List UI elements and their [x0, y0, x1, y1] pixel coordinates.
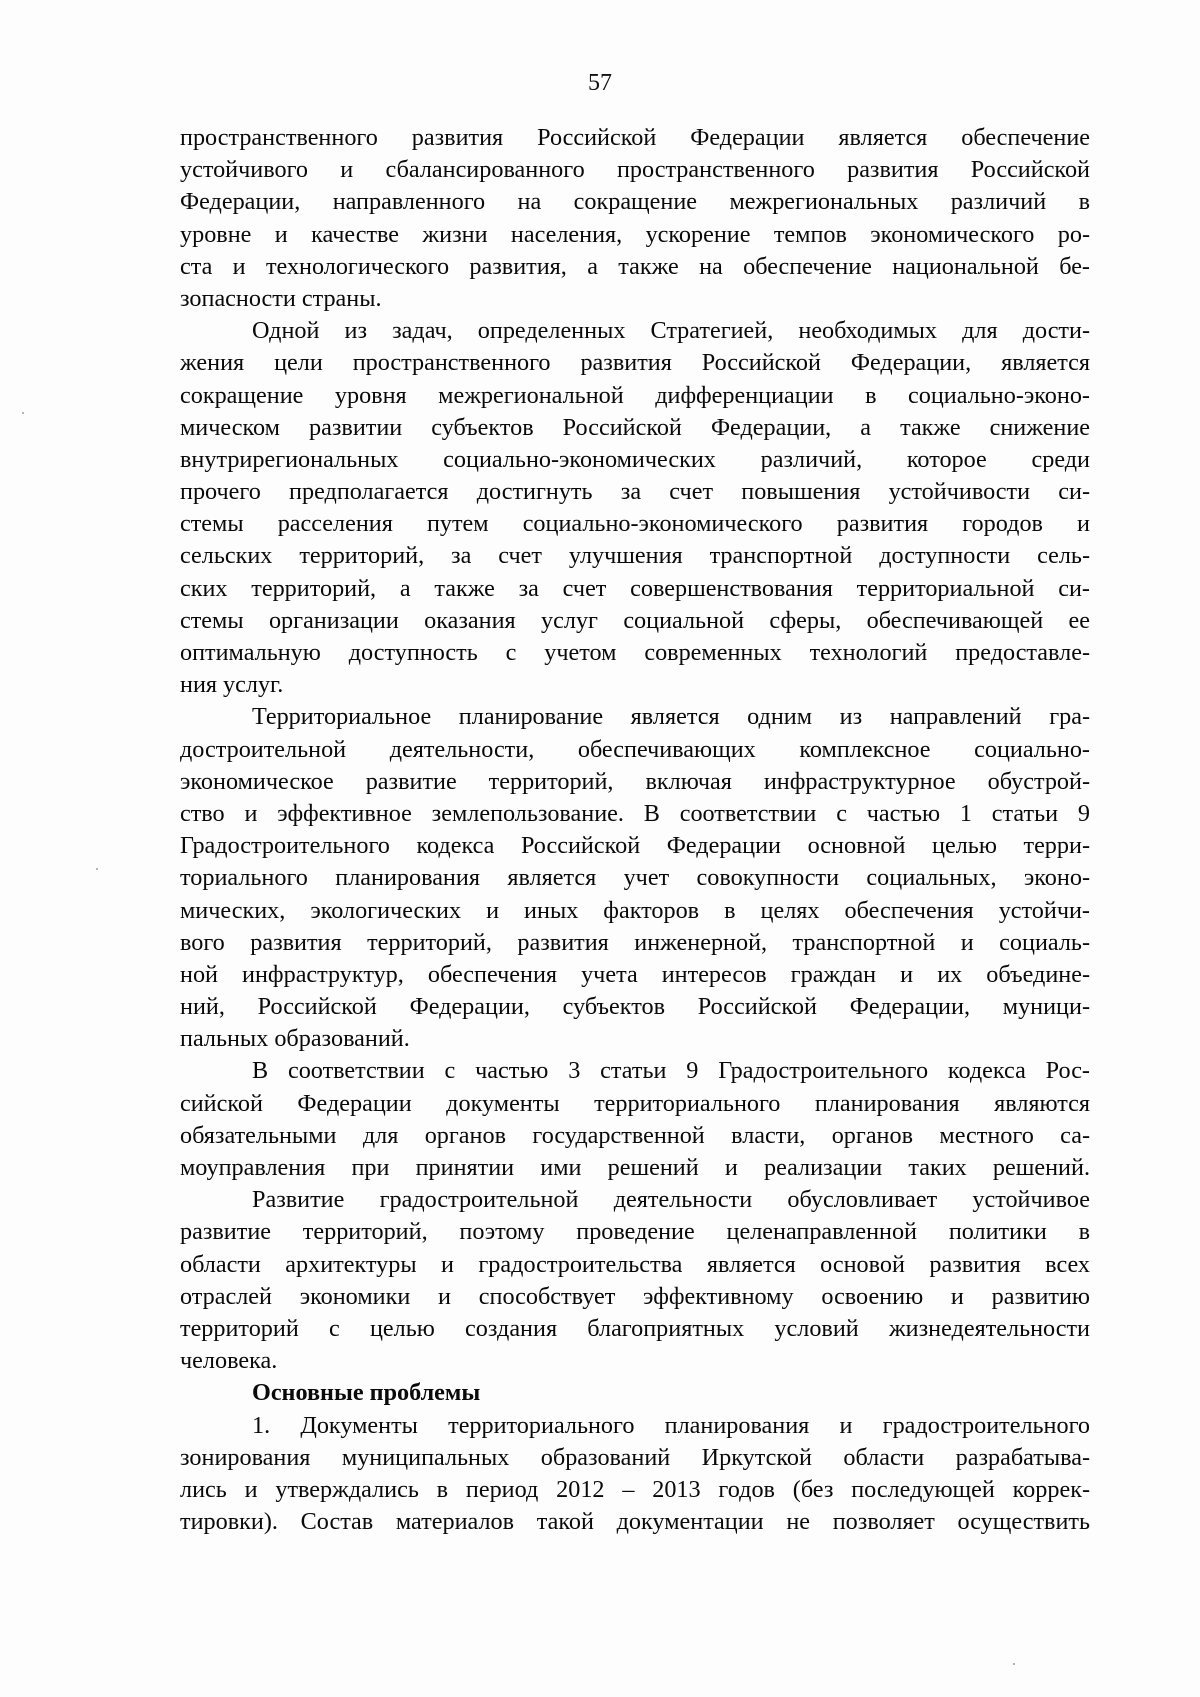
text-line: сельских территорий, за счет улучшения транспортной доступности сель-: [180, 542, 1090, 570]
text-line: моуправления при принятии ими решений и реализации таких решений.: [180, 1154, 1090, 1181]
text-line: Территориальное планирование является одним из направлений гра-: [252, 703, 1090, 731]
text-line: тировки). Состав материалов такой документации не позволяет осуществить: [180, 1508, 1090, 1536]
text-line: В соответствии с частью 3 статьи 9 Градостроительного кодекса Рос-: [252, 1057, 1090, 1085]
text-line: отраслей экономики и способствует эффективному освоению и развитию: [180, 1282, 1090, 1310]
scan-speck: [96, 868, 98, 870]
text-line: прочего предполагается достигнуть за счет повышения устойчивости си-: [180, 478, 1090, 506]
text-line: пространственного развития Российской Федерации является обеспечение: [180, 124, 1090, 151]
text-line: ство и эффективное землепользование. В соответствии с частью 1 статьи 9: [180, 799, 1090, 827]
text-line: ния услуг.: [180, 671, 284, 699]
text-line: достроительной деятельности, обеспечивающих комплексное социально-: [180, 735, 1090, 763]
text-line: зопасности страны.: [180, 284, 382, 312]
text-line: внутрирегиональных социально-экономических различий, которое среди: [180, 445, 1090, 473]
text-line: области архитектуры и градостроительства является основой развития всех: [180, 1250, 1090, 1278]
text-line: Развитие градостроительной деятельности обусловливает устойчивое: [252, 1186, 1090, 1214]
text-line: вого развития территорий, развития инженерной, транспортной и социаль-: [180, 928, 1090, 956]
text-line: экономическое развитие территорий, включая инфраструктурное обустрой-: [180, 767, 1090, 795]
text-line: человека.: [180, 1347, 278, 1375]
text-line: обязательными для органов государственной власти, органов местного са-: [180, 1121, 1090, 1149]
page-number: 57: [588, 70, 612, 96]
text-line: устойчивого и сбалансированного пространственного развития Российской: [180, 156, 1090, 184]
text-line: зонирования муниципальных образований Иркутской области разрабатыва-: [180, 1443, 1090, 1471]
text-line: развитие территорий, поэтому проведение целенаправленной политики в: [180, 1218, 1090, 1246]
text-line: лись и утверждались в период 2012 – 2013 годов (без последующей коррек-: [180, 1475, 1090, 1503]
text-line: ний, Российской Федерации, субъектов Российской Федерации, муници-: [180, 993, 1090, 1021]
text-line: пальных образований.: [180, 1025, 410, 1053]
text-line: жения цели пространственного развития Российской Федерации, является: [180, 349, 1090, 377]
text-line: ной инфраструктур, обеспечения учета интересов граждан и их объедине-: [180, 960, 1090, 988]
text-line: мических, экологических и иных факторов в целях обеспечения устойчи-: [180, 896, 1090, 924]
text-line: Федерации, направленного на сокращение межрегиональных различий в: [180, 188, 1090, 216]
document-body: [180, 122, 1090, 1538]
text-line: стемы расселения путем социально-экономического развития городов и: [180, 510, 1090, 538]
scan-speck: [1013, 1663, 1015, 1665]
text-line: оптимальную доступность с учетом современных технологий предоставле-: [180, 639, 1090, 666]
text-line: 1. Документы территориального планирования и градостроительного: [252, 1411, 1090, 1439]
text-line: ториального планирования является учет совокупности социальных, эконо-: [180, 864, 1090, 892]
text-line: стемы организации оказания услуг социальной сферы, обеспечивающей ее: [180, 606, 1090, 634]
text-line: уровне и качестве жизни населения, ускорение темпов экономического ро-: [180, 220, 1090, 248]
text-line: сийской Федерации документы территориального планирования являются: [180, 1089, 1090, 1117]
text-line: Градостроительного кодекса Российской Федерации основной целью терри-: [180, 832, 1090, 860]
text-line: ста и технологического развития, а также на обеспечение национальной бе-: [180, 252, 1090, 280]
text-line: ских территорий, а также за счет совершенствования территориальной си-: [180, 574, 1090, 602]
text-line: территорий с целью создания благоприятных условий жизнедеятельности: [180, 1314, 1090, 1342]
scan-speck: [22, 412, 24, 414]
text-line: Одной из задач, определенных Стратегией, необходимых для дости-: [252, 317, 1090, 345]
text-line: сокращение уровня межрегиональной дифференциации в социально-эконо-: [180, 381, 1090, 409]
text-line: мическом развитии субъектов Российской Федерации, а также снижение: [180, 413, 1090, 441]
section-heading: Основные проблемы: [252, 1379, 481, 1407]
